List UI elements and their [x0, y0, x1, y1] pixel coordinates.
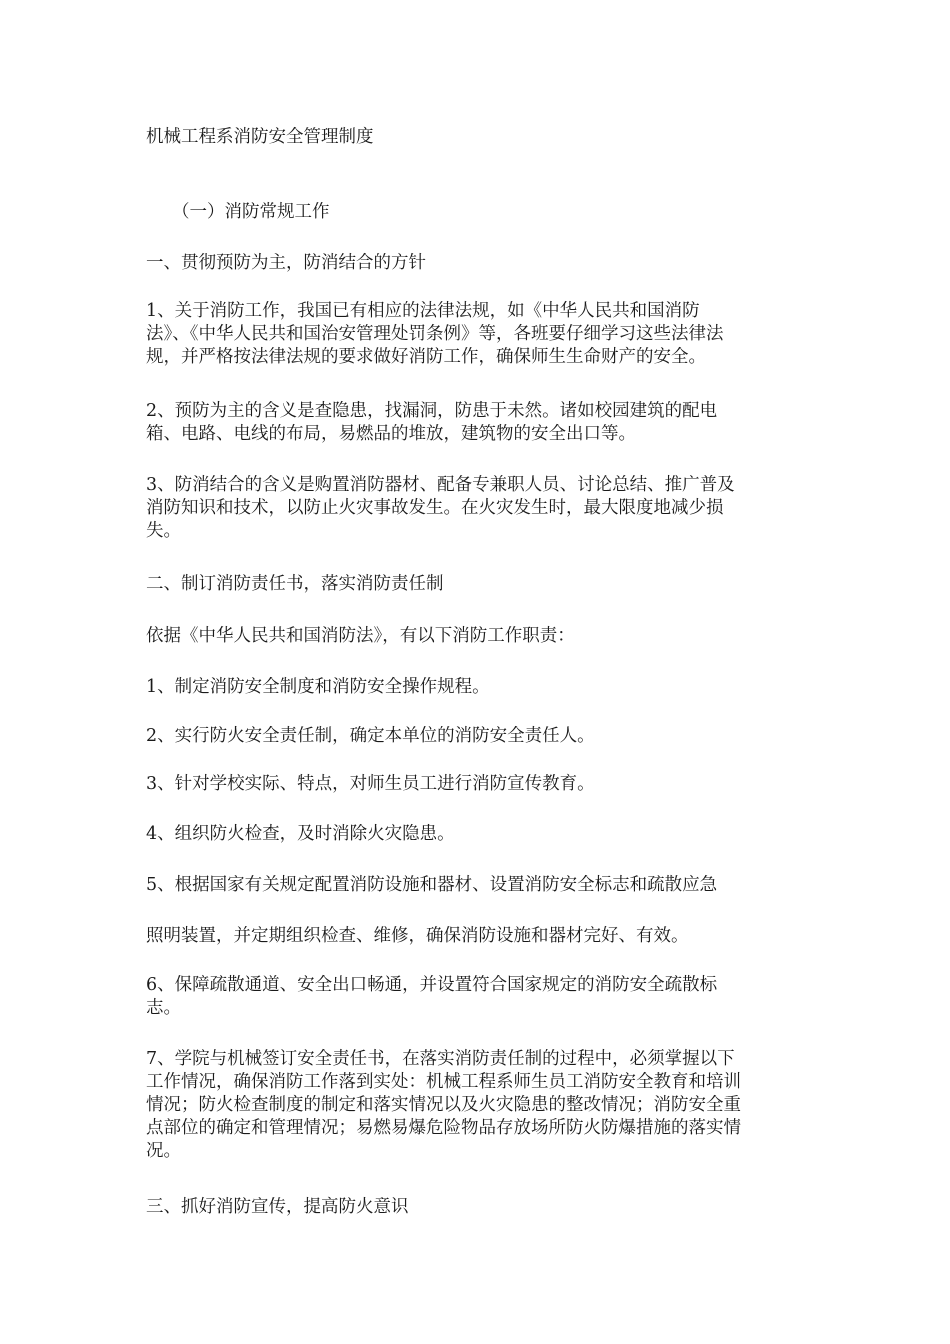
paragraph-line: 6、保障疏散通道、安全出口畅通，并设置符合国家规定的消防安全疏散标 [146, 975, 718, 995]
paragraph-line: 情况；防火检查制度的制定和落实情况以及火灾隐患的整改情况；消防安全重 [146, 1095, 741, 1115]
paragraph-1 [146, 300, 806, 369]
duty-item-2: 2、实行防火安全责任制，确定本单位的消防安全责任人。 [146, 726, 595, 746]
paragraph-line: 消防知识和技术，以防止火灾事故发生。在火灾发生时，最大限度地减少损 [146, 498, 724, 518]
paragraph-line: 3、防消结合的含义是购置消防器材、配备专兼职人员、讨论总结、推广普及 [146, 475, 735, 495]
paragraph-line: 工作情况，确保消防工作落到实处：机械工程系师生员工消防安全教育和培训 [146, 1072, 741, 1092]
section-heading: （一）消防常规工作 [172, 202, 330, 222]
paragraph-2 [146, 400, 806, 446]
duty-item-1: 1、制定消防安全制度和消防安全操作规程。 [146, 677, 490, 697]
paragraph-line: 失。 [146, 521, 181, 541]
paragraph-line: 1、关于消防工作，我国已有相应的法律法规，如《中华人民共和国消防 [146, 301, 700, 321]
heading-3: 三、抓好消防宣传，提高防火意识 [146, 1197, 409, 1217]
paragraph-line: 规，并严格按法律法规的要求做好消防工作，确保师生生命财产的安全。 [146, 347, 706, 367]
duty-item-7 [146, 1048, 806, 1163]
paragraph-line: 7、学院与机械签订安全责任书，在落实消防责任制的过程中，必须掌握以下 [146, 1049, 735, 1069]
paragraph-line: 2、预防为主的含义是查隐患，找漏洞，防患于未然。诸如校园建筑的配电 [146, 401, 718, 421]
heading-2: 二、制订消防责任书，落实消防责任制 [146, 574, 444, 594]
paragraph-line: 点部位的确定和管理情况；易燃易爆危险物品存放场所防火防爆措施的落实情 [146, 1118, 741, 1138]
paragraph-line: 箱、电路、电线的布局，易燃品的堆放，建筑物的安全出口等。 [146, 424, 636, 444]
duty-item-5: 5、根据国家有关规定配置消防设施和器材、设置消防安全标志和疏散应急 [146, 875, 718, 895]
intro-paragraph: 依据《中华人民共和国消防法》，有以下消防工作职责： [146, 626, 575, 646]
paragraph-3 [146, 474, 806, 543]
duty-item-5-continued: 照明装置，并定期组织检查、维修，确保消防设施和器材完好、有效。 [146, 926, 689, 946]
document-title: 机械工程系消防安全管理制度 [146, 127, 374, 147]
paragraph-line: 法》、《中华人民共和国治安管理处罚条例》等，各班要仔细学习这些法律法 [146, 324, 724, 344]
duty-item-6 [146, 974, 806, 1020]
paragraph-line: 况。 [146, 1141, 181, 1161]
duty-item-3: 3、针对学校实际、特点，对师生员工进行消防宣传教育。 [146, 774, 595, 794]
paragraph-line: 志。 [146, 998, 181, 1018]
heading-1: 一、贯彻预防为主，防消结合的方针 [146, 253, 426, 273]
duty-item-4: 4、组织防火检查，及时消除火灾隐患。 [146, 824, 455, 844]
